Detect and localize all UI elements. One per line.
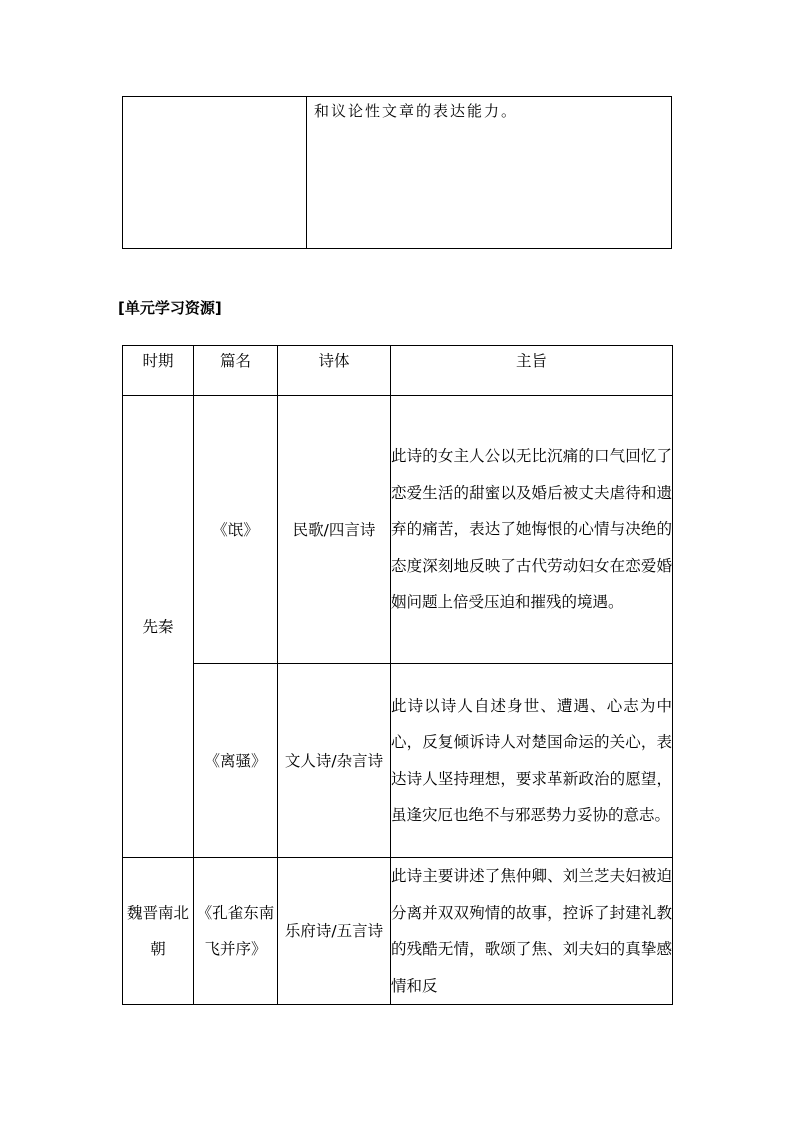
top-table [122, 96, 672, 249]
theme-cell [391, 396, 673, 664]
genre-cell: 民歌/四言诗 [278, 396, 391, 664]
title-cell: 《孔雀东南飞并序》 [194, 858, 278, 1005]
title-cell: 《离骚》 [194, 664, 278, 858]
header-theme: 主旨 [391, 346, 673, 396]
theme-cell [391, 664, 673, 858]
genre-cell: 文人诗/杂言诗 [278, 664, 391, 858]
top-table-cell-text: 和议论性文章的表达能力。 [314, 102, 519, 120]
period-cell: 魏晋南北朝 [123, 858, 194, 1005]
theme-text: 此诗主要讲述了焦仲卿、刘兰芝夫妇被迫分离并双双殉情的故事，控诉了封建礼教的残酷无情，歌颂了焦、刘夫妇的真挚感情和反 [391, 867, 672, 995]
theme-text: 此诗的女主人公以无比沉痛的口气回忆了恋爱生活的甜蜜以及婚后被丈夫虐待和遗弃的痛苦，表达了她悔恨的心情与决绝的态度深刻地反映了古代劳动妇女在恋爱婚姻问题上倍受压迫和摧残的境遇。 [391, 447, 672, 612]
table-row [123, 664, 673, 858]
header-period: 时期 [123, 346, 194, 396]
section-heading: [单元学习资源] [118, 299, 222, 317]
table-row [123, 858, 673, 1005]
header-genre: 诗体 [278, 346, 391, 396]
table-row [123, 396, 673, 664]
title-cell: 《氓》 [194, 396, 278, 664]
table-header-row [123, 346, 673, 396]
theme-text: 此诗以诗人自述身世、遭遇、心志为中心，反复倾诉诗人对楚国命运的关心，表达诗人坚持理想，要求革新政治的愿望，虽逢灾厄也绝不与邪恶势力妥协的意志。 [391, 696, 672, 824]
resource-table [122, 345, 673, 1005]
period-cell: 先秦 [123, 396, 194, 858]
theme-cell [391, 858, 673, 1005]
genre-cell: 乐府诗/五言诗 [278, 858, 391, 1005]
header-title: 篇名 [194, 346, 278, 396]
table-divider [306, 97, 307, 248]
